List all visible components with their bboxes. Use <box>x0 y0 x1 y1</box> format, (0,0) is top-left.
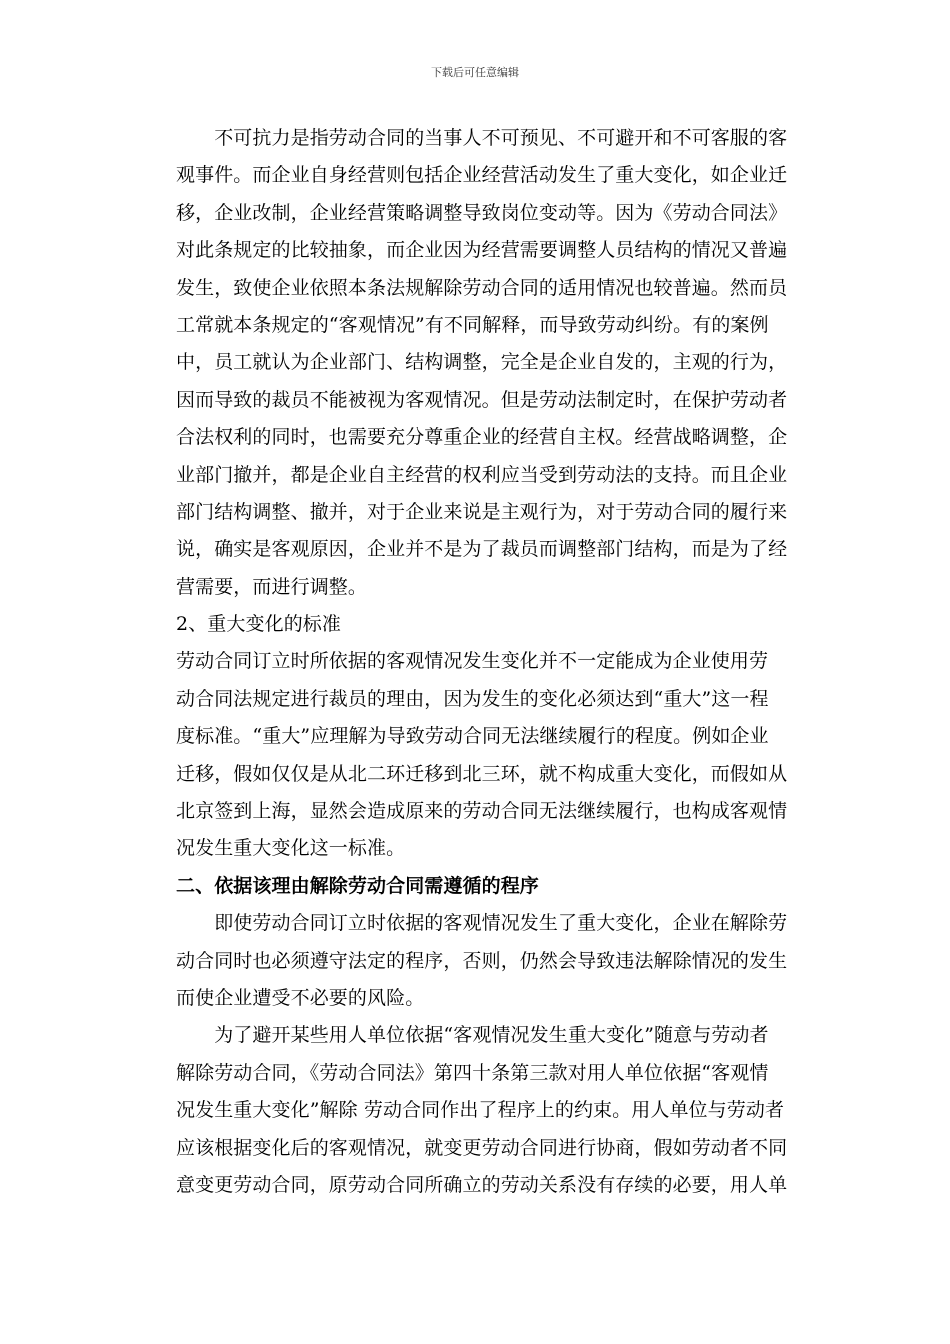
section-heading-procedure <box>176 868 810 905</box>
paragraph-force-majeure <box>176 120 810 606</box>
text-line: 即使劳动合同订立时依据的客观情况发生了重大变化，企业在解除劳 <box>176 912 788 935</box>
text-line: 况发生重大变化”解除 劳动合同作出了程序上的约束。用人单位与劳动者 <box>176 1099 785 1122</box>
text-line: 不可抗力是指劳动合同的当事人不可预见、不可避开和不可客服的客 <box>176 127 788 149</box>
text-line: 劳动合同订立时所依据的客观情况发生变化并不一定能成为企业使用劳 <box>176 650 769 673</box>
text-line: 度标准。“重大”应理解为导致劳动合同无法继续履行的程度。例如企业 <box>176 725 769 748</box>
text-line: 部门结构调整、撤并，对于企业来说是主观行为，对于劳动合同的履行来 <box>176 500 788 523</box>
text-line: 解除劳动合同，《劳动合同法》第四十条第三款对用人单位依据“客观情 <box>176 1061 769 1084</box>
subheading-major-change-standard <box>176 606 810 643</box>
text-line: 动合同时也必须遵守法定的程序，否则，仍然会导致违法解除情况的发生 <box>176 949 788 972</box>
text-line: 而使企业遭受不必要的风险。 <box>176 986 425 1009</box>
text-line: 对此条规定的比较抽象，而企业因为经营需要调整人员结构的情况又普遍 <box>176 239 788 262</box>
text-line: 意变更劳动合同，原劳动合同所确立的劳动关系没有存续的必要，用人单 <box>176 1173 788 1196</box>
text-line: 营需要，而进行调整。 <box>176 575 368 598</box>
text-line: 北京签到上海，显然会造成原来的劳动合同无法继续履行，也构成客观情 <box>176 800 788 823</box>
text-line: 观事件。而企业自身经营则包括企业经营活动发生了重大变化，如企业迁 <box>176 164 788 187</box>
text-line: 应该根据变化后的客观情况，就变更劳动合同进行协商，假如劳动者不同 <box>176 1136 788 1159</box>
text-line: 动合同法规定进行裁员的理由，因为发生的变化必须达到“重大”这一程 <box>176 687 769 710</box>
paragraph-procedure-intro <box>176 905 810 1017</box>
text-line: 业部门撤并，都是企业自主经营的权利应当受到劳动法的支持。而且企业 <box>176 463 788 486</box>
text-line: 况发生重大变化这一标准。 <box>176 837 406 860</box>
paragraph-article-40 <box>176 1017 810 1204</box>
document-body <box>176 120 810 1204</box>
text-line: 迁移，假如仅仅是从北二环迁移到北三环，就不构成重大变化，而假如从 <box>176 762 788 785</box>
text-line: 说，确实是客观原因，企业并不是为了裁员而调整部门结构，而是为了经 <box>176 538 788 561</box>
text-line: 因而导致的裁员不能被视为客观情况。但是劳动法制定时，在保护劳动者 <box>176 388 788 411</box>
text-line: 合法权利的同时，也需要充分尊重企业的经营自主权。经营战略调整，企 <box>176 426 788 449</box>
page-header: 下载后可任意编辑 <box>431 66 519 79</box>
text-line: 中，员工就认为企业部门、结构调整，完全是企业自发的，主观的行为， <box>176 351 788 374</box>
section-heading-text: 二、依据该理由解除劳动合同需遵循的程序 <box>176 874 539 897</box>
text-line: 发生，致使企业依照本条法规解除劳动合同的适用情况也较普遍。然而员 <box>176 276 788 299</box>
text-line: 为了避开某些用人单位依据“客观情况发生重大变化”随意与劳动者 <box>176 1024 769 1047</box>
subheading-text: 2、重大变化的标准 <box>176 613 341 636</box>
paragraph-major-change <box>176 643 810 867</box>
text-line: 移，企业改制，企业经营策略调整导致岗位变动等。因为《劳动合同法》 <box>176 201 788 224</box>
text-line: 工常就本条规定的“客观情况”有不同解释，而导致劳动纠纷。有的案例 <box>176 313 769 336</box>
